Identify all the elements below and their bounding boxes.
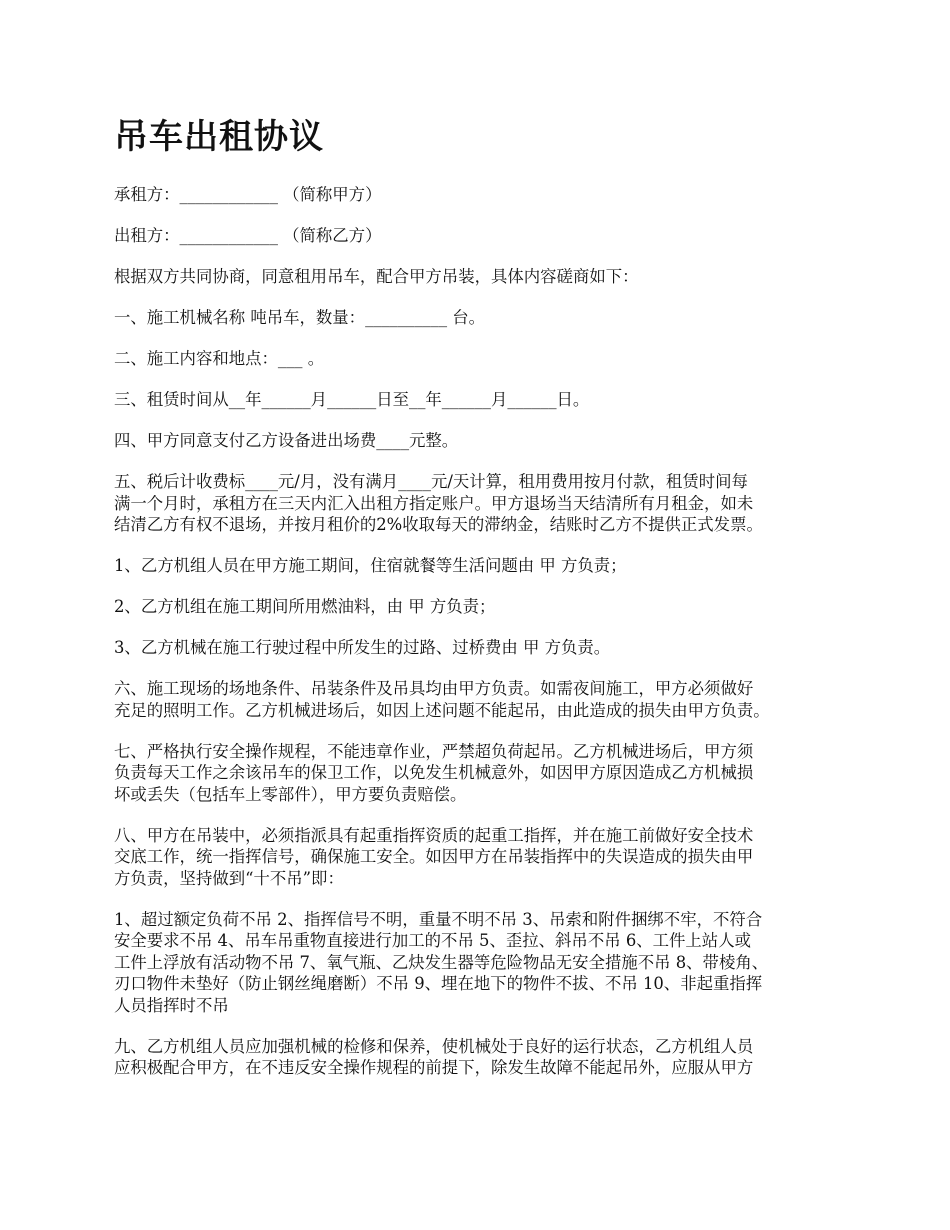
paragraph-line: 四、甲方同意支付乙方设备进出场费____元整。	[114, 431, 459, 450]
contract-paragraph	[114, 471, 844, 536]
contract-paragraph	[114, 741, 844, 806]
paragraph-line: 交底工作，统一指挥信号，确保施工安全。如因甲方在吊装指挥中的失误造成的损失由甲	[114, 847, 754, 866]
paragraph-line: 承租方：____________ （简称甲方）	[114, 185, 382, 204]
paragraph-line: 结清乙方有权不退场，并按月租价的2%收取每天的滞纳金，结账时乙方不提供正式发票。	[114, 515, 763, 534]
paragraph-line: 五、税后计收费标____元/月，没有满月____元/天计算，租用费用按月付款，租赁时间每	[114, 472, 748, 491]
paragraph-line: 1、超过额定负荷不吊 2、指挥信号不明，重量不明不吊 3、吊索和附件捆绑不牢，不符合	[114, 909, 763, 929]
paragraph-line: 七、严格执行安全操作规程，不能违章作业，严禁超负荷起吊。乙方机械进场后，甲方须	[114, 741, 754, 761]
contract-paragraph	[114, 637, 844, 659]
document-page	[114, 112, 844, 1098]
contract-paragraph	[114, 909, 844, 1017]
paragraph-line: 六、施工现场的场地条件、吊装条件及吊具均由甲方负责。如需夜间施工，甲方必须做好	[114, 679, 754, 698]
paragraph-line: 二、施工内容和地点：___ 。	[114, 349, 325, 368]
paragraph-line: 九、乙方机组人员应加强机械的检修和保养，使机械处于良好的运行状态，乙方机组人员	[114, 1036, 754, 1056]
paragraph-line: 满一个月时，承租方在三天内汇入出租方指定账户。甲方退场当天结清所有月租金，如未	[114, 493, 754, 513]
page-title: 吊车出租协议	[114, 117, 324, 157]
paragraph-line: 八、甲方在吊装中，必须指派具有起重指挥资质的起重工指挥，并在施工前做好安全技术	[114, 825, 754, 845]
contract-paragraph	[114, 389, 844, 411]
paragraph-line: 工件上浮放有活动物不吊 7、氧气瓶、乙炔发生器等危险物品无安全措施不吊 8、带棱角、	[114, 952, 769, 972]
paragraph-line: 方负责，坚持做到“十不吊”即：	[114, 868, 344, 888]
paragraph-line: 安全要求不吊 4、吊车吊重物直接进行加工的不吊 5、歪拉、斜吊不吊 6、工件上站人或	[114, 931, 751, 950]
paragraph-line: 三、租赁时间从__年______月______日至__年______月______日。	[114, 390, 590, 409]
paragraph-line: 刃口物件未垫好（防止钢丝绳磨断）不吊 9、埋在地下的物件不拔、不吊 10、非起重指挥	[114, 974, 763, 993]
contract-paragraph	[114, 430, 844, 452]
paragraph-line: 一、施工机械名称 吨吊车，数量：__________ 台。	[114, 308, 486, 327]
paragraph-line: 人员指挥时不吊	[114, 995, 229, 1015]
contract-paragraph	[114, 555, 844, 577]
paragraph-line: 2、乙方机组在施工期间所用燃油料，由 甲 方负责；	[114, 597, 496, 616]
contract-paragraph	[114, 1036, 844, 1079]
contract-paragraph	[114, 225, 844, 247]
contract-paragraph	[114, 348, 844, 370]
paragraph-line: 应积极配合甲方，在不违反安全操作规程的前提下，除发生故障不能起吊外，应服从甲方	[114, 1058, 754, 1077]
contract-paragraph	[114, 825, 844, 890]
paragraph-line: 充足的照明工作。乙方机械进场后，如因上述问题不能起吊，由此造成的损失由甲方负责。	[114, 700, 770, 720]
paragraph-line: 根据双方共同协商，同意租用吊车，配合甲方吊装，具体内容磋商如下：	[114, 267, 639, 286]
paragraph-line: 坏或丢失（包括车上零部件），甲方要负责赔偿。	[114, 784, 467, 804]
contract-paragraph	[114, 266, 844, 288]
contract-paragraph	[114, 184, 844, 206]
contract-paragraph	[114, 596, 844, 618]
document-body	[114, 184, 844, 1079]
paragraph-line: 1、乙方机组人员在甲方施工期间，住宿就餐等生活问题由 甲 方负责；	[114, 556, 627, 575]
contract-paragraph	[114, 307, 844, 329]
paragraph-line: 3、乙方机械在施工行驶过程中所发生的过路、过桥费由 甲 方负责。	[114, 638, 611, 657]
paragraph-line: 出租方：____________ （简称乙方）	[114, 226, 382, 245]
paragraph-line: 负责每天工作之余该吊车的保卫工作，以免发生机械意外，如因甲方原因造成乙方机械损	[114, 763, 754, 782]
contract-paragraph	[114, 678, 844, 721]
